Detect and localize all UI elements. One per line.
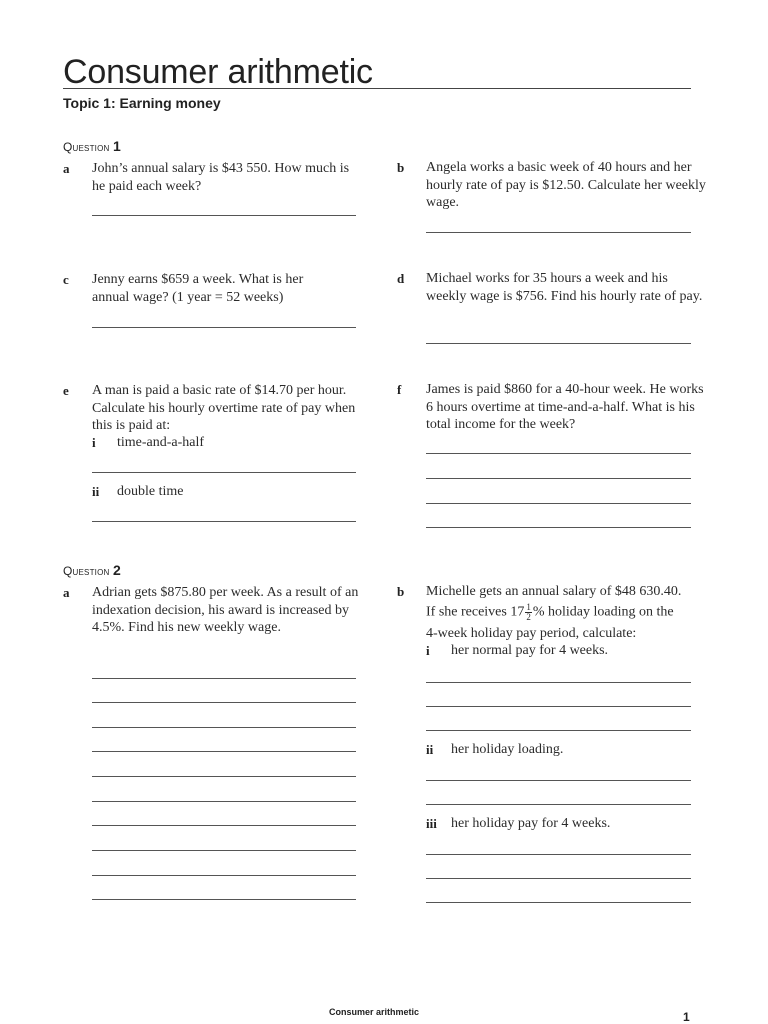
q1c-text: Jenny earns $659 a week. What is her annual wage? (1 year = 52 weeks) [92,272,304,305]
question-1-number: 1 [113,138,122,154]
q2b-iii-answer-line[interactable] [426,854,691,855]
q1f-answer-line[interactable] [426,478,691,479]
q2b-i-answer-line[interactable] [426,706,691,707]
q1f-answer-line[interactable] [426,527,691,528]
q1b-letter: b [397,160,405,175]
q2b-ii-label: ii [426,742,434,757]
q1f-letter: f [397,382,402,397]
fraction-denominator: 2 [526,612,531,622]
q2b-line-3: 4-week holiday pay period, calculate: [426,626,637,641]
q2b-ii-text: her holiday loading. [451,742,564,757]
question-2-heading [63,562,121,578]
q1f-answer-line[interactable] [426,453,691,454]
q2b-letter: b [397,584,405,599]
question-1-label: Question [63,140,110,154]
q1d-answer-line[interactable] [426,343,691,344]
q1a-answer-line[interactable] [92,215,356,216]
q2a-answer-line[interactable] [92,899,356,900]
q2b-line-1: Michelle gets an annual salary of $48 630.40. [426,584,682,599]
q1e-letter: e [63,383,69,398]
q1e-ii-label: ii [92,484,100,499]
q1e-i-text: time-and-a-half [117,435,205,450]
q2a-letter: a [63,585,70,600]
q2b-line-2-post: % holiday loading on the [532,604,674,620]
q1d-letter: d [397,271,405,286]
question-2-label: Question [63,564,110,578]
q1a-text: John’s annual salary is $43 550. How much is he paid each week? [92,161,350,194]
q2b-i-text: her normal pay for 4 weeks. [451,643,609,658]
page-number: 1 [683,1010,690,1024]
q2b-ii-answer-line[interactable] [426,780,691,781]
q1a-letter: a [63,161,70,176]
question-2-number: 2 [113,562,122,578]
q1c-answer-line[interactable] [92,327,356,328]
q1c-letter: c [63,272,69,287]
q2a-answer-line[interactable] [92,776,356,777]
q2b-iii-answer-line[interactable] [426,878,691,879]
q2a-text: Adrian gets $875.80 per week. As a result of an indexation decision, his award is increased by 4.5%. Find his new weekly wage. [92,585,359,635]
q2b-iii-label: iii [426,816,437,831]
q1e-ii-text: double time [117,484,184,499]
q1d-text: Michael works for 35 hours a week and his weekly wage is $756. Find his hourly rate of pay. [426,271,703,304]
q1e-ii-answer-line[interactable] [92,521,356,522]
footer-title: Consumer arithmetic [328,1007,420,1017]
q2a-answer-line[interactable] [92,825,356,826]
q2a-answer-line[interactable] [92,727,356,728]
q2a-answer-line[interactable] [92,702,356,703]
q2b-i-answer-line[interactable] [426,730,691,731]
page-title: Consumer arithmetic [63,53,373,91]
q2a-answer-line[interactable] [92,751,356,752]
q1b-text: Angela works a basic week of 40 hours and her hourly rate of pay is $12.50. Calculate her weekly wage. [426,160,706,210]
q2b-iii-text: her holiday pay for 4 weeks. [451,816,611,831]
q1f-answer-line[interactable] [426,503,691,504]
q2a-answer-line[interactable] [92,850,356,851]
q2b-iii-answer-line[interactable] [426,902,691,903]
q2b-i-answer-line[interactable] [426,682,691,683]
q2a-answer-line[interactable] [92,875,356,876]
q1e-text: A man is paid a basic rate of $14.70 per hour. Calculate his hourly overtime rate of pay when this is paid at: [92,383,356,433]
title-rule [63,88,691,89]
q2a-answer-line[interactable] [92,678,356,679]
topic-heading: Topic 1: Earning money [63,95,221,111]
q2b-line-2-pre: If she receives 17 [426,604,525,620]
fraction-numerator: 1 [526,602,531,612]
question-1-heading [63,138,121,154]
q2b-line-2 [426,603,716,622]
q2a-answer-line[interactable] [92,801,356,802]
q1f-text: James is paid $860 for a 40-hour week. He works 6 hours overtime at time-and-a-half. What is his total income for the week? [426,382,704,432]
fraction-one-half [525,603,532,622]
q1b-answer-line[interactable] [426,232,691,233]
q2b-i-label: i [426,643,430,658]
q2b-ii-answer-line[interactable] [426,804,691,805]
q1e-i-answer-line[interactable] [92,472,356,473]
q1e-i-label: i [92,435,96,450]
